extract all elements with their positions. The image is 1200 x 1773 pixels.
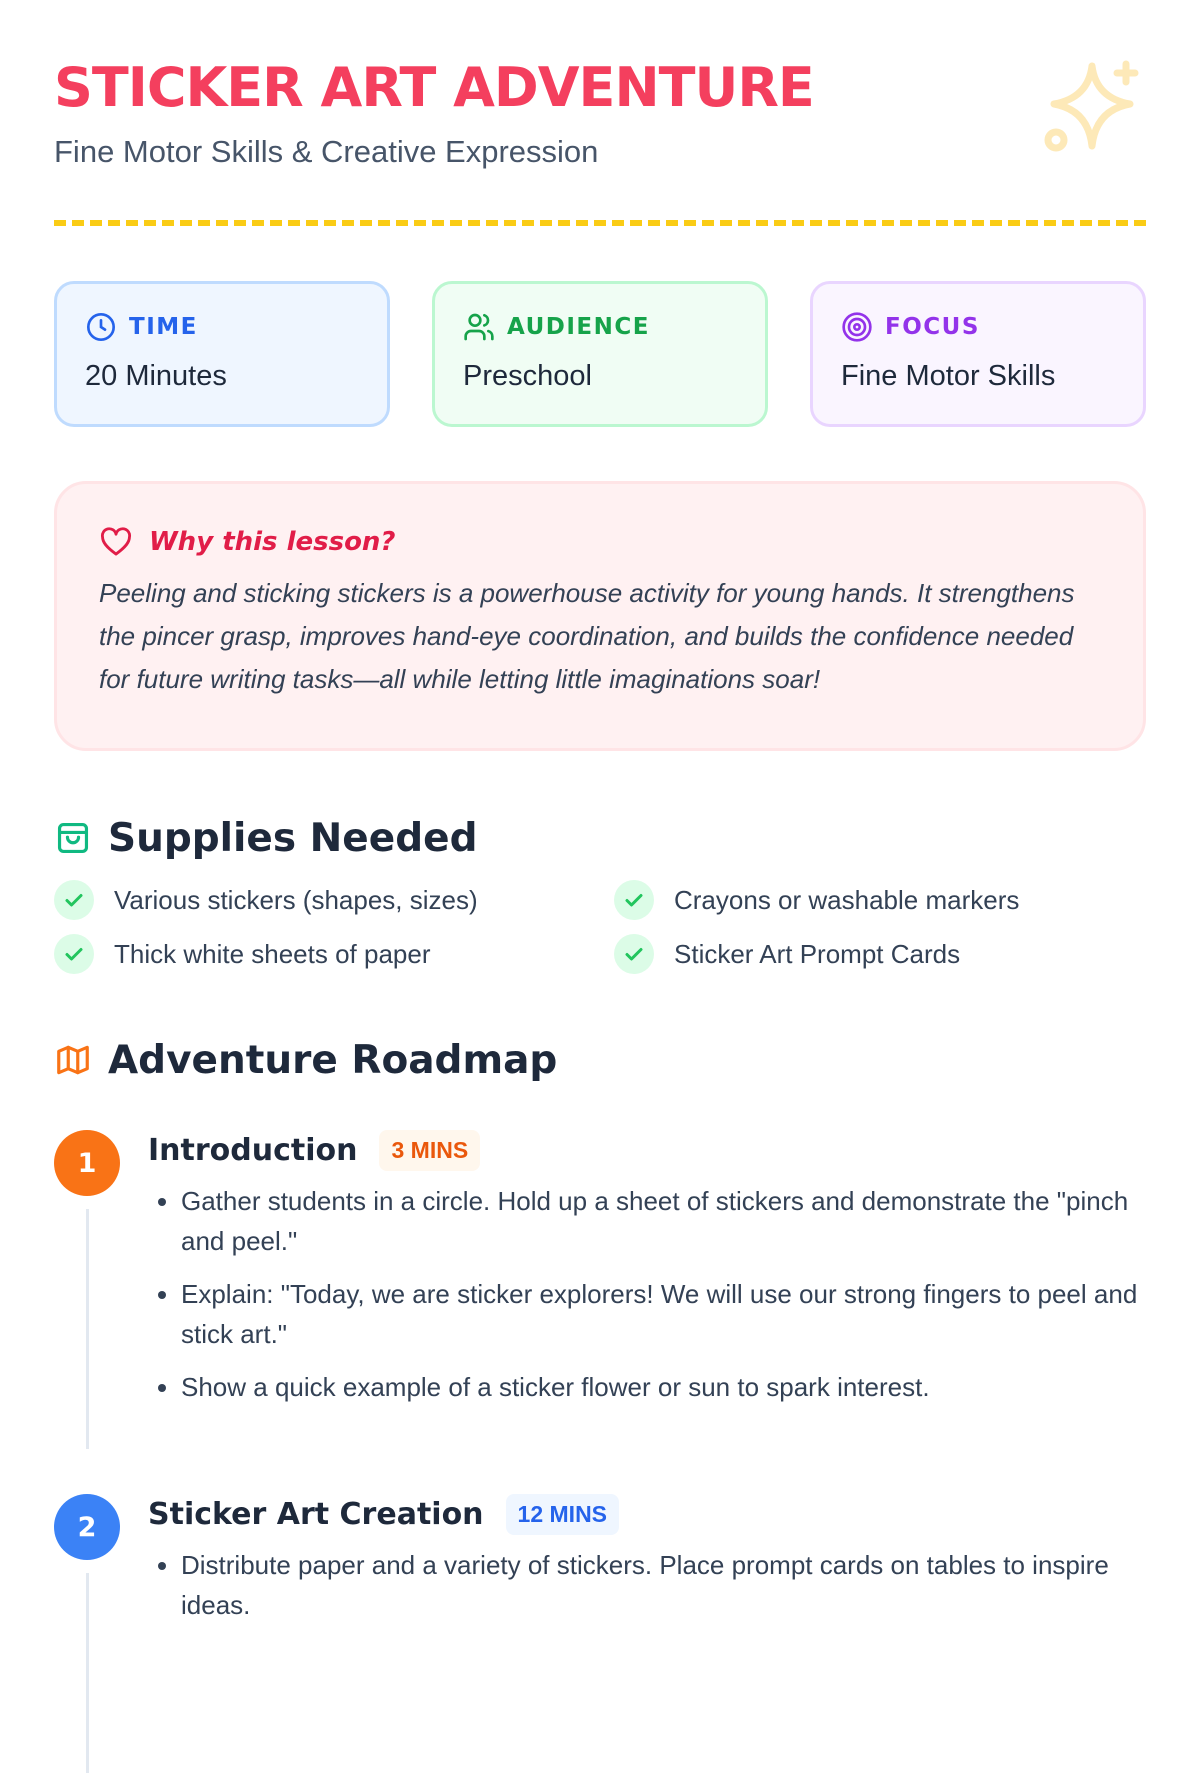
supplies-list (54, 880, 1146, 974)
supply-text: Sticker Art Prompt Cards (674, 938, 961, 969)
step-number: 2 (54, 1494, 120, 1560)
focus-value: Fine Motor Skills (841, 360, 1056, 392)
clock-icon (85, 311, 117, 343)
roadmap-heading-text: Adventure Roadmap (108, 1037, 558, 1083)
check-icon (54, 880, 94, 920)
time-label: TIME (129, 314, 198, 340)
step-connector (86, 1209, 89, 1449)
step-bullets (148, 1181, 1146, 1407)
supply-item (614, 934, 1146, 974)
step-bullet: • Gather students in a circle. Hold up a sheet of stickers and demonstrate the "pinch and peel." (181, 1181, 1146, 1261)
focus-card (810, 281, 1146, 427)
why-text: Peeling and sticking stickers is a powerhouse activity for young hands. It strengthens the pincer grasp, improves hand-eye coordination, and builds the confidence needed for future writing tasks—all while letting little imaginations soar! (99, 578, 1075, 694)
step-connector (86, 1573, 89, 1773)
check-icon (614, 880, 654, 920)
supply-item (54, 934, 614, 974)
step-1 (54, 1129, 1146, 1489)
focus-label: FOCUS (885, 314, 980, 340)
step-bullets (148, 1545, 1146, 1625)
supply-text: Thick white sheets of paper (114, 938, 431, 969)
shopping-bag-icon (54, 819, 92, 857)
step-2 (54, 1493, 1146, 1625)
heart-icon (99, 525, 133, 559)
supply-item (54, 880, 614, 920)
page-subtitle: Fine Motor Skills & Creative Expression (54, 134, 599, 169)
audience-label: AUDIENCE (507, 314, 650, 340)
step-bullet: • Distribute paper and a variety of stickers. Place prompt cards on tables to inspire ideas. (181, 1545, 1146, 1625)
audience-card (432, 281, 768, 427)
time-value: 20 Minutes (85, 360, 227, 392)
supply-item (614, 880, 1146, 920)
roadmap-heading (54, 1034, 557, 1086)
map-icon (54, 1041, 92, 1079)
target-icon (841, 311, 873, 343)
info-cards (54, 281, 1146, 427)
check-icon (614, 934, 654, 974)
step-bullet: • Explain: "Today, we are sticker explorers! We will use our strong fingers to peel and stick art." (181, 1274, 1146, 1354)
page-title: STICKER ART ADVENTURE (54, 56, 814, 119)
why-callout (54, 481, 1146, 751)
header (54, 54, 1146, 234)
step-title: Introduction (148, 1132, 358, 1168)
roadmap-steps (54, 1125, 1146, 1638)
step-bullet: • Show a quick example of a sticker flower or sun to spark interest. (181, 1367, 1146, 1407)
check-icon (54, 934, 94, 974)
header-divider (54, 220, 1146, 226)
step-number: 1 (54, 1130, 120, 1196)
supplies-heading-text: Supplies Needed (108, 815, 478, 861)
time-card (54, 281, 390, 427)
audience-value: Preschool (463, 360, 592, 392)
supplies-heading (54, 812, 478, 864)
step-title: Sticker Art Creation (148, 1496, 484, 1532)
sparkles-icon (1042, 58, 1146, 162)
why-title: Why this lesson? (149, 527, 396, 557)
supply-text: Crayons or washable markers (674, 884, 1020, 915)
duration-badge: 12 MINS (506, 1494, 619, 1535)
supply-text: Various stickers (shapes, sizes) (114, 884, 478, 915)
duration-badge: 3 MINS (379, 1130, 480, 1171)
users-icon (463, 311, 495, 343)
